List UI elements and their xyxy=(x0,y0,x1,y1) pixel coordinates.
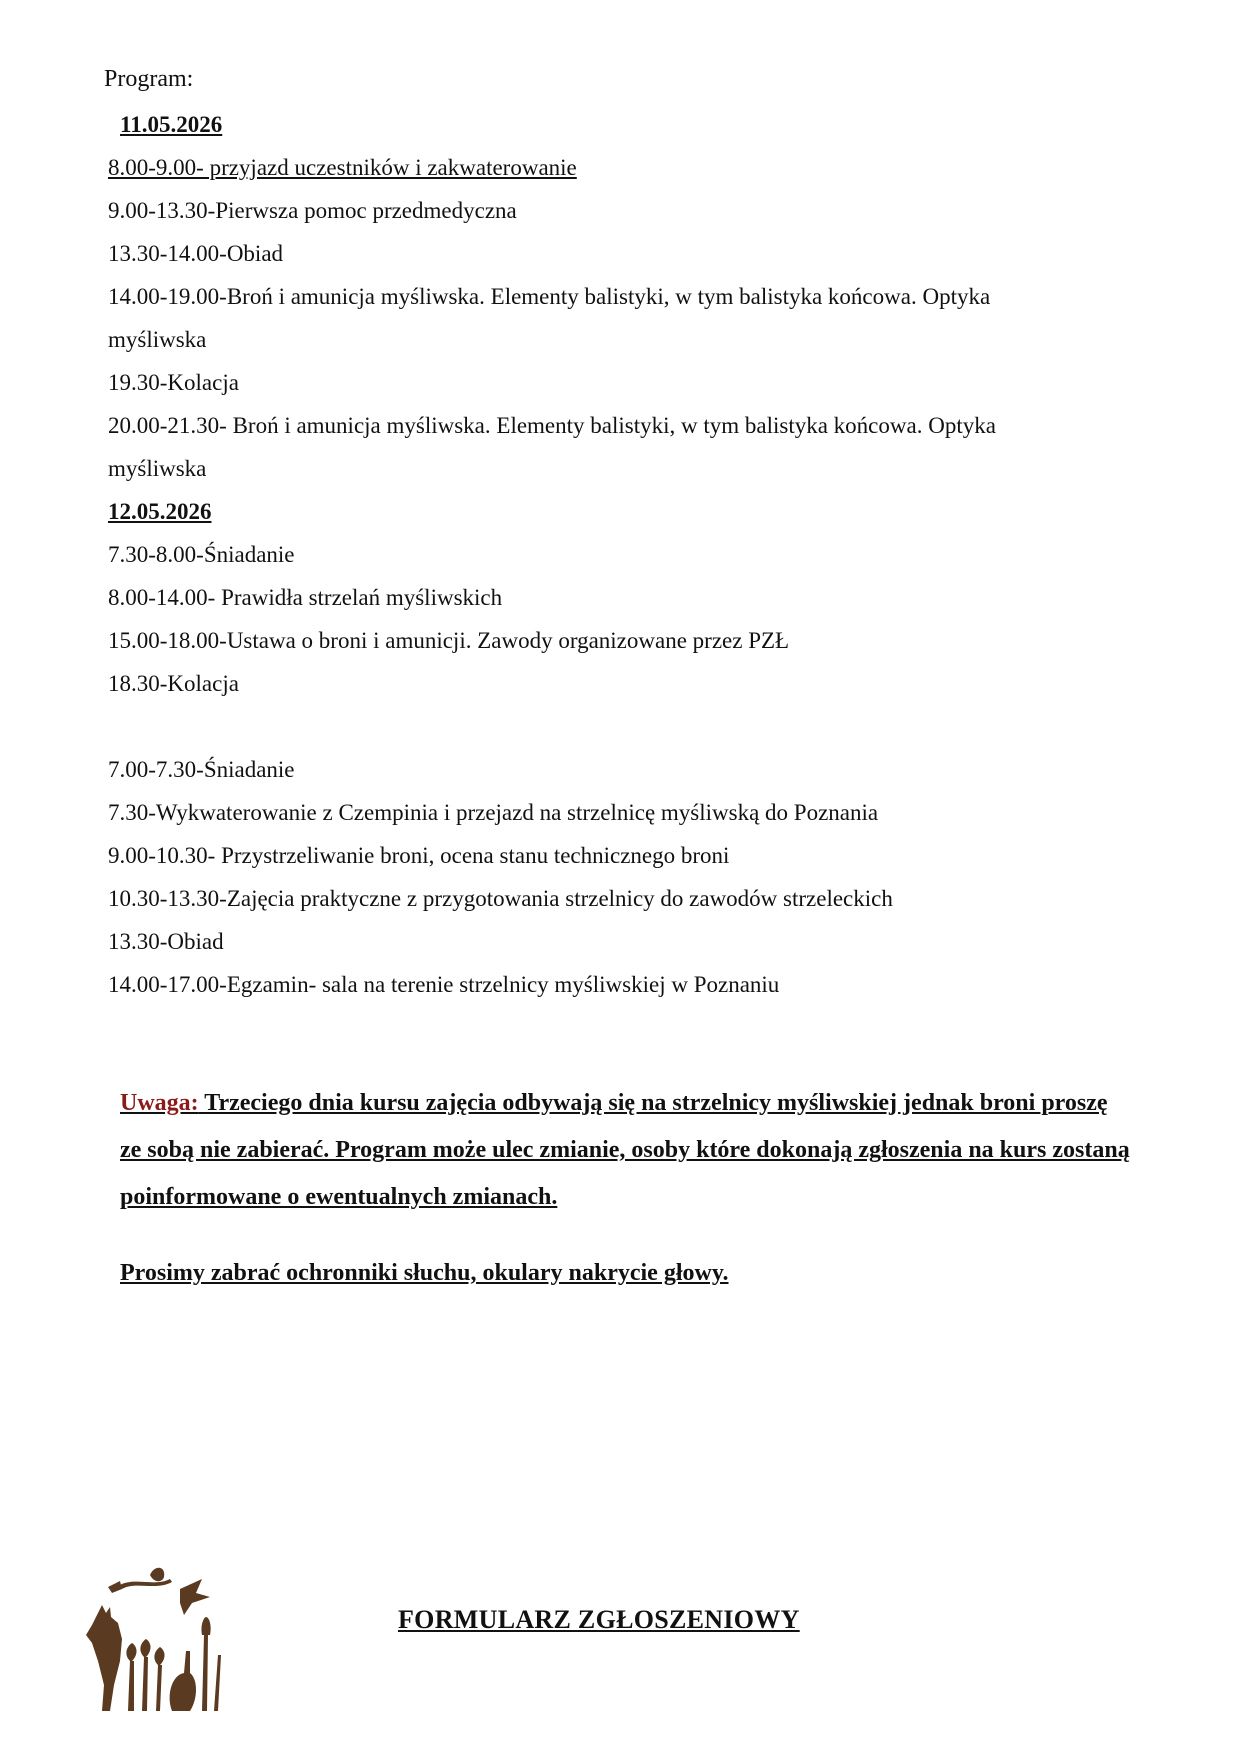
day2-item: 15.00-18.00-Ustawa o broni i amunicji. Zawody organizowane przez PZŁ xyxy=(108,628,790,653)
day1-item: 20.00-21.30- Broń i amunicja myśliwska. Elementy balistyki, w tym balistyka końcowa. Optyka xyxy=(108,413,996,438)
notice-text: Trzeciego dnia kursu zajęcia odbywają się na strzelnicy myśliwskiej jednak broni proszę ze sobą nie zabierać. Program może ulec zmianie, osoby które dokonają zgłoszenia na kurs zostaną poinformowane o ewentualnych zmianach. xyxy=(120,1090,1130,1210)
day2-item: 7.30-8.00-Śniadanie xyxy=(108,542,295,567)
day2-item: 8.00-14.00- Prawidła strzelań myśliwskich xyxy=(108,585,503,610)
notice-paragraph xyxy=(120,1080,1130,1221)
day3-item: 10.30-13.30-Zajęcia praktyczne z przygotowania strzelnicy do zawodów strzeleckich xyxy=(108,886,893,911)
organization-logo-icon xyxy=(80,1565,230,1715)
program-label: Program: xyxy=(104,66,194,92)
day1-item: 14.00-19.00-Broń i amunicja myśliwska. Elementy balistyki, w tym balistyka końcowa. Optyka xyxy=(108,284,991,309)
day2-date: 12.05.2026 xyxy=(108,499,212,524)
day1-item: myśliwska xyxy=(108,456,207,481)
day1-item: 8.00-9.00- przyjazd uczestników i zakwaterowanie xyxy=(108,155,577,180)
day3-item: 14.00-17.00-Egzamin- sala na terenie strzelnicy myśliwskiej w Poznaniu xyxy=(108,972,780,997)
day3-item: 13.30-Obiad xyxy=(108,929,224,954)
day1-item: myśliwska xyxy=(108,327,207,352)
notice-reminder: Prosimy zabrać ochronniki słuchu, okulary nakrycie głowy. xyxy=(120,1260,729,1286)
day3-item: 7.30-Wykwaterowanie z Czempinia i przejazd na strzelnicę myśliwską do Poznania xyxy=(108,800,879,825)
day1-date: 11.05.2026 xyxy=(120,112,223,137)
day3-item: 9.00-10.30- Przystrzeliwanie broni, ocena stanu technicznego broni xyxy=(108,843,730,868)
form-title: FORMULARZ ZGŁOSZENIOWY xyxy=(398,1605,800,1634)
day3-item: 7.00-7.30-Śniadanie xyxy=(108,757,295,782)
day1-item: 13.30-14.00-Obiad xyxy=(108,241,284,266)
day1-item: 19.30-Kolacja xyxy=(108,370,239,395)
day1-item: 9.00-13.30-Pierwsza pomoc przedmedyczna xyxy=(108,198,517,223)
day2-item: 18.30-Kolacja xyxy=(108,671,239,696)
notice-label: Uwaga: xyxy=(120,1090,199,1116)
